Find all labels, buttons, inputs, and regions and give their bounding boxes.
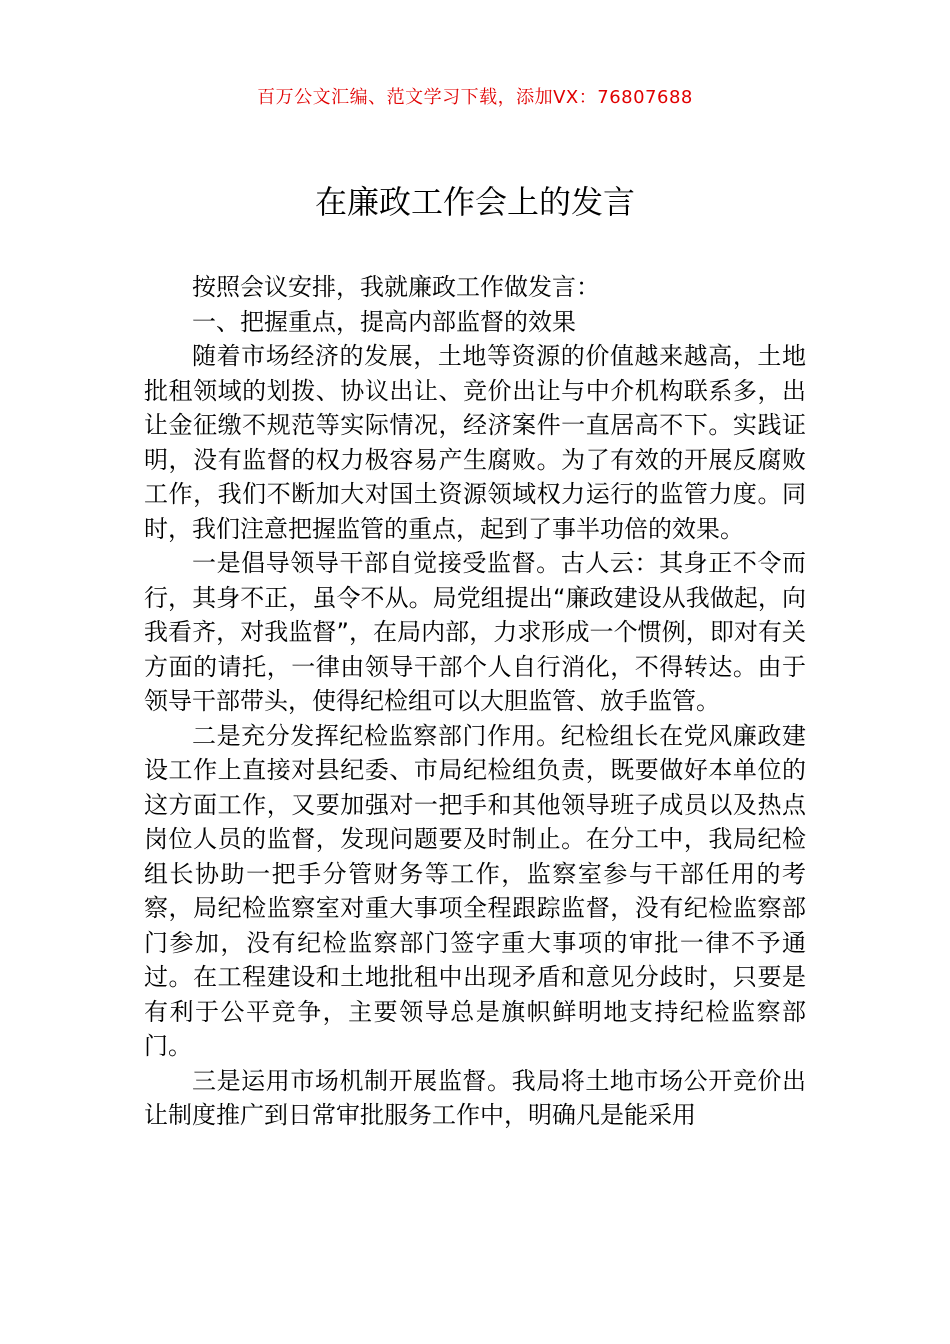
paragraph-background: 随着市场经济的发展，土地等资源的价值越来越高，土地批租领域的划拨、协议出让、竞价出让与中介机构联系多，出让金征缴不规范等实际情况，经济案件一直居高不下。实践证明，没有监督的权力极容易产生腐败。为了有效的开展反腐败工作，我们不断加大对国土资源领域权力运行的监管力度。同时，我们注意把握监管的重点，起到了事半功倍的效果。 [144, 342, 806, 543]
section-heading-1: 一、把握重点，提高内部监督的效果 [192, 307, 576, 336]
paragraph-point-3: 三是运用市场机制开展监督。我局将土地市场公开竞价出让制度推广到日常审批服务工作中，明确凡是能采用 [144, 1066, 806, 1129]
paragraph-point-2: 二是充分发挥纪检监察部门作用。纪检组长在党风廉政建设工作上直接对县纪委、市局纪检组负责，既要做好本单位的这方面工作，又要加强对一把手和其他领导班子成员以及热点岗位人员的监督，发现问题要及时制止。在分工中，我局纪检组长协助一把手分管财务等工作，监察室参与干部任用的考察，局纪检监察室对重大事项全程跟踪监督，没有纪检监察部门参加，没有纪检监察部门签字重大事项的审批一律不予通过。在工程建设和土地批租中出现矛盾和意见分歧时，只要是有利于公平竞争，主要领导总是旗帜鲜明地支持纪检监察部门。 [144, 721, 806, 1060]
paragraph-point-1: 一是倡导领导干部自觉接受监督。古人云：其身正不令而行，其身不正，虽令不从。局党组提出“廉政建设从我做起，向我看齐，对我监督”，在局内部，力求形成一个惯例，即对有关方面的请托，一律由领导干部个人自行消化，不得转达。由于领导干部带头，使得纪检组可以大胆监管、放手监管。 [144, 549, 806, 715]
paragraph-intro: 按照会议安排，我就廉政工作做发言： [192, 273, 600, 301]
document-body [144, 270, 806, 1133]
document-title: 在廉政工作会上的发言 [314, 183, 635, 221]
watermark-notice: 百万公文汇编、范文学习下载，添加VX：76807688 [257, 87, 693, 108]
